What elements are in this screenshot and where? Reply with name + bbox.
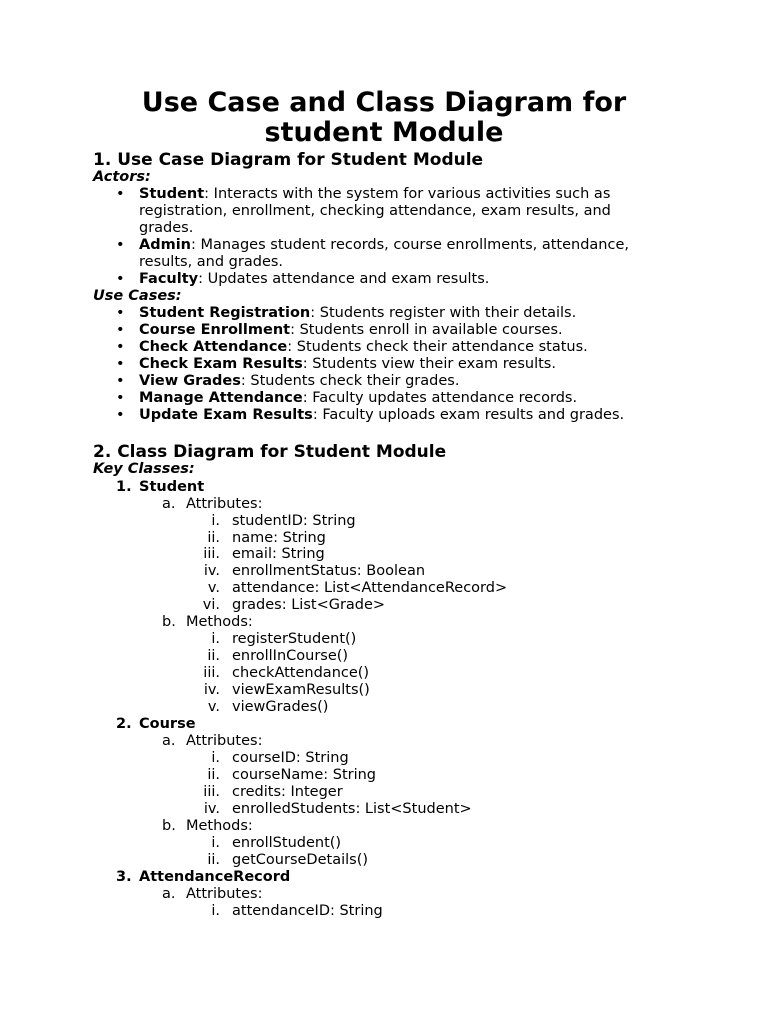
usecase-desc: : Students register with their details. (310, 305, 577, 321)
sublist-mark: a. (162, 886, 176, 902)
actor-item (139, 271, 489, 288)
roman-mark: ii. (207, 648, 220, 664)
usecase-desc: : Students check their grades. (240, 373, 460, 389)
usecase-desc: : Students check their attendance status. (287, 339, 588, 355)
actor-desc: : Manages student records, course enrollments, attendance, (191, 237, 630, 253)
method-item: getCourseDetails() (232, 852, 369, 868)
actor-term: Admin (139, 237, 192, 253)
document-title-line2: student Module (264, 117, 504, 148)
methods-label: Methods: (186, 818, 253, 834)
usecase-term: Check Attendance (139, 339, 288, 355)
attribute-item: name: String (232, 530, 326, 546)
roman-mark: i. (211, 750, 220, 766)
roman-mark: i. (211, 835, 220, 851)
actor-desc: : Interacts with the system for various activities such as (204, 186, 611, 202)
usecase-desc: : Faculty updates attendance records. (302, 390, 578, 406)
bullet-mark: • (116, 390, 125, 406)
class-name: Course (139, 716, 196, 732)
sublist-mark: a. (162, 733, 176, 749)
method-item: viewExamResults() (232, 682, 370, 698)
usecase-item (139, 356, 556, 373)
bullet-mark: • (116, 186, 125, 202)
roman-mark: ii. (207, 767, 220, 783)
usecase-term: Update Exam Results (139, 407, 313, 423)
attribute-item: attendance: List<AttendanceRecord> (232, 580, 508, 596)
usecase-item (139, 390, 577, 407)
usecase-term: Check Exam Results (139, 356, 303, 372)
attributes-label: Attributes: (186, 496, 263, 512)
sublist-mark: b. (162, 614, 176, 630)
attribute-item: enrollmentStatus: Boolean (232, 563, 426, 579)
usecase-item (139, 305, 576, 322)
attribute-item: credits: Integer (232, 784, 343, 800)
class-name: Student (139, 479, 205, 495)
roman-mark: vi. (202, 597, 220, 613)
method-item: enrollStudent() (232, 835, 342, 851)
usecase-term: Manage Attendance (139, 390, 303, 406)
actor-desc-cont: registration, enrollment, checking attendance, exam results, and (139, 203, 611, 219)
attributes-label: Attributes: (186, 733, 263, 749)
roman-mark: iv. (203, 801, 220, 817)
actors-label: Actors: (93, 169, 151, 185)
roman-mark: ii. (207, 530, 220, 546)
method-item: registerStudent() (232, 631, 357, 647)
class-number: 3. (116, 869, 132, 885)
actor-item (139, 237, 629, 254)
attribute-item: enrolledStudents: List<Student> (232, 801, 472, 817)
roman-mark: i. (211, 513, 220, 529)
class-name: AttendanceRecord (139, 869, 291, 885)
roman-mark: ii. (207, 852, 220, 868)
method-item: checkAttendance() (232, 665, 370, 681)
bullet-mark: • (116, 339, 125, 355)
sublist-mark: b. (162, 818, 176, 834)
bullet-mark: • (116, 271, 125, 287)
roman-mark: i. (211, 903, 220, 919)
attribute-item: grades: List<Grade> (232, 597, 386, 613)
roman-mark: iv. (203, 682, 220, 698)
usecase-term: View Grades (139, 373, 241, 389)
bullet-mark: • (116, 356, 125, 372)
usecase-item (139, 322, 563, 339)
document-title-line1: Use Case and Class Diagram for (141, 87, 627, 118)
section2-heading: 2. Class Diagram for Student Module (93, 442, 447, 462)
actor-term: Student (139, 186, 205, 202)
class-number: 1. (116, 479, 132, 495)
bullet-mark: • (116, 237, 125, 253)
section1-heading: 1. Use Case Diagram for Student Module (93, 150, 484, 170)
usecases-label: Use Cases: (93, 288, 182, 304)
bullet-mark: • (116, 305, 125, 321)
actor-desc: : Updates attendance and exam results. (198, 271, 490, 287)
roman-mark: iii. (203, 784, 220, 800)
methods-label: Methods: (186, 614, 253, 630)
attribute-item: attendanceID: String (232, 903, 383, 919)
bullet-mark: • (116, 407, 125, 423)
attributes-label: Attributes: (186, 886, 263, 902)
roman-mark: v. (207, 699, 220, 715)
bullet-mark: • (116, 322, 125, 338)
method-item: enrollInCourse() (232, 648, 349, 664)
usecase-desc: : Students enroll in available courses. (290, 322, 563, 338)
attribute-item: courseID: String (232, 750, 349, 766)
roman-mark: iv. (203, 563, 220, 579)
usecase-item (139, 373, 459, 390)
bullet-mark: • (116, 373, 125, 389)
method-item: viewGrades() (232, 699, 329, 715)
usecase-term: Course Enrollment (139, 322, 291, 338)
attribute-item: studentID: String (232, 513, 356, 529)
usecase-desc: : Students view their exam results. (302, 356, 556, 372)
roman-mark: v. (207, 580, 220, 596)
roman-mark: iii. (203, 665, 220, 681)
key-classes-label: Key Classes: (93, 461, 195, 477)
class-number: 2. (116, 716, 132, 732)
attribute-item: courseName: String (232, 767, 377, 783)
usecase-item (139, 407, 624, 424)
usecase-desc: : Faculty uploads exam results and grades. (312, 407, 625, 423)
usecase-term: Student Registration (139, 305, 311, 321)
sublist-mark: a. (162, 496, 176, 512)
actor-item (139, 186, 610, 203)
roman-mark: i. (211, 631, 220, 647)
roman-mark: iii. (203, 546, 220, 562)
actor-desc-cont: results, and grades. (139, 254, 284, 270)
actor-desc-cont: grades. (139, 220, 194, 236)
actor-term: Faculty (139, 271, 199, 287)
attribute-item: email: String (232, 546, 325, 562)
usecase-item (139, 339, 588, 356)
